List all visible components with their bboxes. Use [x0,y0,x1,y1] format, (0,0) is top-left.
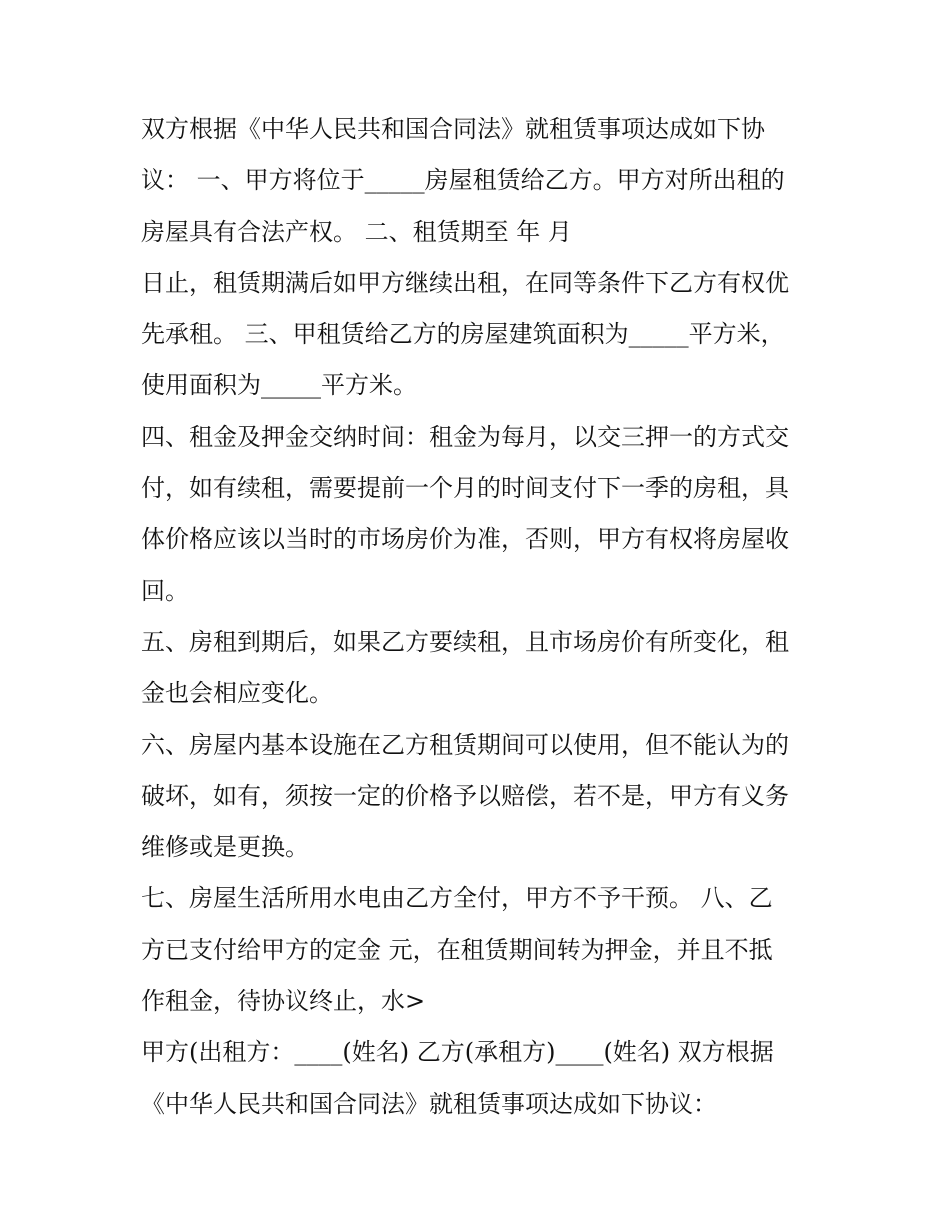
text-line-20: 《中华人民共和国合同法》就租赁事项达成如下协议： [141,1089,717,1118]
text-line-19: 甲方(出租方：____(姓名) 乙方(承租方)____(姓名) 双方根据 [141,1038,774,1067]
text-line-17: 方已支付给甲方的定金 元，在租赁期间转为押金，并且不抵 [141,935,773,964]
text-line-13: 六、房屋内基本设施在乙方租赁期间可以使用，但不能认为的 [141,730,789,759]
text-line-9: 体价格应该以当时的市场房价为准，否则，甲方有权将房屋收 [141,525,789,554]
document-body [141,111,821,1137]
text-line-14: 破坏，如有，须按一定的价格予以赔偿，若不是，甲方有义务 [141,781,789,810]
text-line-11: 五、房租到期后，如果乙方要续租，且市场房价有所变化，租 [141,627,789,656]
text-line-7: 四、租金及押金交纳时间：租金为每月，以交三押一的方式交 [141,422,789,451]
text-line-16: 七、房屋生活所用水电由乙方全付，甲方不予干预。 八、乙 [141,884,773,913]
text-line-2: 议： 一、甲方将位于_____房屋租赁给乙方。甲方对所出租的 [141,166,785,195]
text-line-8: 付，如有续租，需要提前一个月的时间支付下一季的房租，具 [141,474,789,503]
text-line-5: 先承租。 三、甲租赁给乙方的房屋建筑面积为_____平方米， [141,320,785,349]
text-line-15: 维修或是更换。 [141,833,309,862]
text-line-12: 金也会相应变化。 [141,679,333,708]
text-line-10: 回。 [141,576,189,605]
text-line-6: 使用面积为_____平方米。 [141,371,417,400]
text-line-18: 作租金，待协议终止，水> [141,987,426,1016]
text-line-4: 日止，租赁期满后如甲方继续出租，在同等条件下乙方有权优 [141,268,789,297]
text-line-3: 房屋具有合法产权。 二、租赁期至 年 月 [141,217,572,246]
text-line-1: 双方根据《中华人民共和国合同法》就租赁事项达成如下协 [141,115,765,143]
